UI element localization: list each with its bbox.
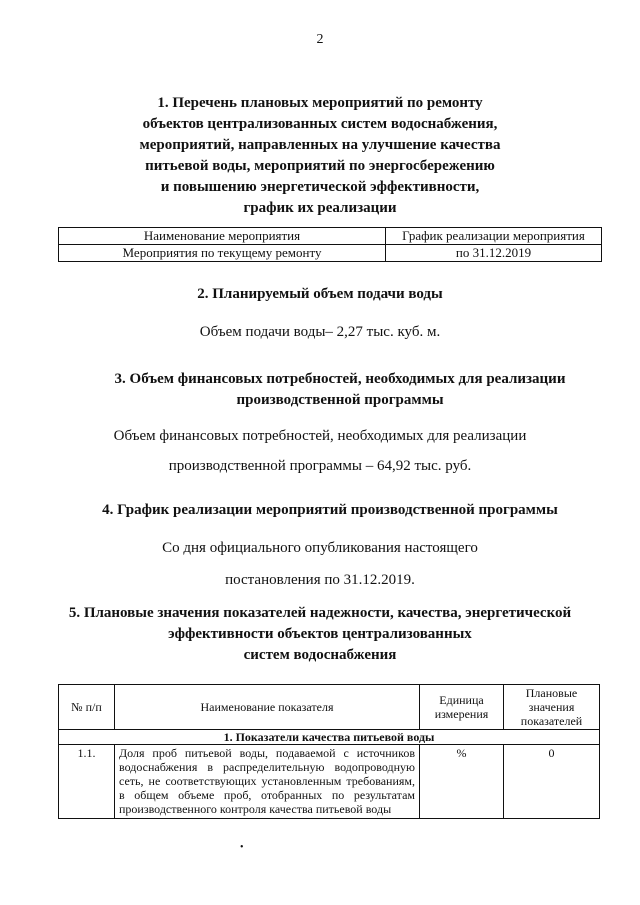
section2-title: 2. Планируемый объем подачи воды	[197, 286, 443, 302]
section3-title-line: производственной программы	[236, 392, 444, 408]
section1-title-line: питьевой воды, мероприятий по энергосбережению	[145, 158, 495, 174]
section1-title-line: объектов централизованных систем водоснабжения,	[142, 116, 498, 132]
measure-name-cell: Мероприятия по текущему ремонту	[59, 245, 386, 262]
table-row	[59, 245, 602, 262]
page-number: 2	[316, 32, 324, 47]
header-measure-name: Наименование мероприятия	[59, 228, 386, 245]
section3-title-line: 3. Объем финансовых потребностей, необходимых для реализации	[114, 371, 566, 387]
header-indicator-name: Наименование показателя	[115, 685, 420, 730]
section1-title-line: 1. Перечень плановых мероприятий по ремонту	[157, 95, 483, 111]
indicators-table	[58, 684, 600, 819]
scan-dot: •	[240, 842, 244, 853]
section5-title	[0, 603, 640, 666]
table-row	[59, 745, 600, 819]
section5-title-line: систем водоснабжения	[243, 647, 397, 663]
section5-title-line: 5. Плановые значения показателей надежности, качества, энергетической	[68, 605, 572, 621]
row-value: 0	[504, 745, 600, 819]
section2-text: Объем подачи воды– 2,27 тыс. куб. м.	[199, 324, 441, 340]
section3-text-line: Объем финансовых потребностей, необходимых для реализации	[113, 428, 527, 444]
measures-table-header	[59, 228, 602, 245]
section4-text-line: постановления по 31.12.2019.	[225, 572, 415, 588]
section3-text	[0, 421, 640, 481]
schedule-cell: по 31.12.2019	[386, 245, 602, 262]
measures-table	[58, 227, 602, 262]
section-row	[59, 730, 600, 745]
section1-title-line: график их реализации	[243, 200, 397, 216]
section1-title-line: и повышению энергетической эффективности,	[160, 179, 480, 195]
section4-title: 4. График реализации мероприятий производственной программы	[102, 502, 558, 518]
indicators-table-header	[59, 685, 600, 730]
row-unit: %	[420, 745, 504, 819]
header-unit: Единица измерения	[420, 685, 504, 730]
section3-text-line: производственной программы – 64,92 тыс. руб.	[168, 458, 472, 474]
header-schedule: График реализации мероприятия	[386, 228, 602, 245]
header-planned-value: Плановые значения показателей	[504, 685, 600, 730]
row-num: 1.1.	[59, 745, 115, 819]
row-indicator-name: Доля проб питьевой воды, подаваемой с источников водоснабжения в распределительную водопроводную сеть, не соответствующих установленным требованиям, в общем объеме проб, отобранных по результатам производственного контроля качества питьевой воды	[115, 745, 420, 819]
section4-text-line: Со дня официального опубликования настоящего	[162, 540, 478, 556]
section3-title	[60, 369, 620, 411]
section5-title-line: эффективности объектов централизованных	[168, 626, 472, 642]
section1-title-line: мероприятий, направленных на улучшение качества	[139, 137, 501, 153]
section-row-title: 1. Показатели качества питьевой воды	[59, 730, 600, 745]
section4-text	[0, 532, 640, 596]
header-num: № п/п	[59, 685, 115, 730]
section1-title	[0, 93, 640, 219]
